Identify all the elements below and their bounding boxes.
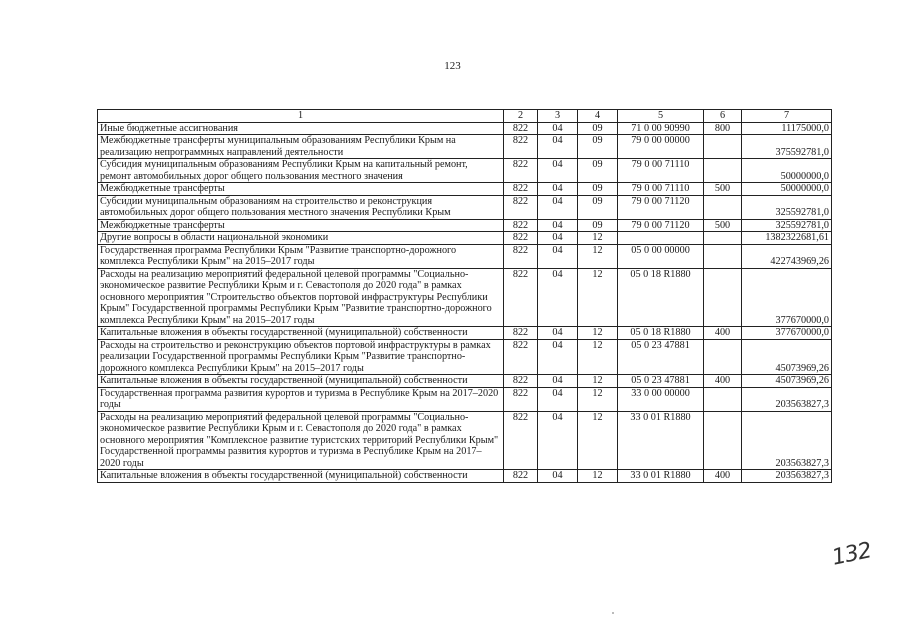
row-amount: 375592781,0: [742, 135, 832, 159]
table-row: [98, 268, 832, 327]
row-subsection: 12: [578, 470, 618, 483]
row-amount: 203563827,3: [742, 411, 832, 470]
row-subsection: 12: [578, 327, 618, 340]
row-subsection: 12: [578, 268, 618, 327]
row-expense-type: 500: [704, 219, 742, 232]
table-row: [98, 219, 832, 232]
row-amount: 11175000,0: [742, 122, 832, 135]
row-amount: 325592781,0: [742, 219, 832, 232]
header-cell: 3: [538, 110, 578, 123]
row-expense-type: 400: [704, 470, 742, 483]
row-admin-code: 822: [504, 183, 538, 196]
table-row: [98, 375, 832, 388]
row-target-article: 79 0 00 71120: [618, 195, 704, 219]
row-expense-type: [704, 232, 742, 245]
row-amount: 45073969,26: [742, 339, 832, 375]
row-section: 04: [538, 219, 578, 232]
row-subsection: 12: [578, 375, 618, 388]
table-row: [98, 244, 832, 268]
row-section: 04: [538, 411, 578, 470]
row-expense-type: [704, 387, 742, 411]
row-target-article: 05 0 23 47881: [618, 339, 704, 375]
row-subsection: 09: [578, 135, 618, 159]
row-expense-type: [704, 195, 742, 219]
header-cell: 7: [742, 110, 832, 123]
row-section: 04: [538, 183, 578, 196]
table-row: [98, 232, 832, 245]
row-amount: 422743969,26: [742, 244, 832, 268]
row-expense-type: [704, 411, 742, 470]
row-section: 04: [538, 159, 578, 183]
header-cell: 1: [98, 110, 504, 123]
row-target-article: 05 0 23 47881: [618, 375, 704, 388]
row-section: 04: [538, 268, 578, 327]
row-subsection: 09: [578, 183, 618, 196]
row-admin-code: 822: [504, 375, 538, 388]
row-target-article: 33 0 00 00000: [618, 387, 704, 411]
table-row: [98, 183, 832, 196]
row-expense-type: [704, 268, 742, 327]
row-name: Субсидии муниципальным образованиям на строительство и реконструкция автомобильных дорог общего пользования местного значения Республики Крым: [98, 195, 504, 219]
row-amount: 203563827,3: [742, 387, 832, 411]
table-row: [98, 195, 832, 219]
budget-table: [97, 109, 832, 483]
row-expense-type: 800: [704, 122, 742, 135]
row-amount: 50000000,0: [742, 183, 832, 196]
row-name: Капитальные вложения в объекты государственной (муниципальной) собственности: [98, 327, 504, 340]
row-section: 04: [538, 387, 578, 411]
row-admin-code: 822: [504, 232, 538, 245]
handwritten-page-mark: 132: [829, 538, 874, 571]
row-section: 04: [538, 470, 578, 483]
row-subsection: 12: [578, 387, 618, 411]
row-name: Государственная программа Республики Крым "Развитие транспортно-дорожного комплекса Республики Крым" на 2015–2017 годы: [98, 244, 504, 268]
row-expense-type: 400: [704, 375, 742, 388]
row-admin-code: 822: [504, 195, 538, 219]
row-admin-code: 822: [504, 135, 538, 159]
row-admin-code: 822: [504, 387, 538, 411]
row-name: Расходы на строительство и реконструкцию объектов портовой инфраструктуры в рамках реализации Государственной программы Республики Крым "Развитие транспортно-дорожного комплекса Республики Крым" на 2015–2017 годы: [98, 339, 504, 375]
row-amount: 203563827,3: [742, 470, 832, 483]
header-cell: 6: [704, 110, 742, 123]
row-expense-type: 400: [704, 327, 742, 340]
row-name: Расходы на реализацию мероприятий федеральной целевой программы "Социально-экономическое развитие Республики Крым и г. Севастополя до 2020 года" в рамках основного мероприятия "Комплексное развитие туристских территорий Республики Крым" Государственной программы развития курортов и туризма в Республике Крым на 2017–2020 годы: [98, 411, 504, 470]
row-name: Межбюджетные трансферты: [98, 219, 504, 232]
row-name: Межбюджетные трансферты муниципальным образованиям Республики Крым на реализацию непрограммных направлений деятельности: [98, 135, 504, 159]
row-target-article: 05 0 18 R1880: [618, 268, 704, 327]
row-section: 04: [538, 122, 578, 135]
table-row: [98, 339, 832, 375]
table-row: [98, 387, 832, 411]
row-admin-code: 822: [504, 219, 538, 232]
row-target-article: 05 0 00 00000: [618, 244, 704, 268]
row-amount: 45073969,26: [742, 375, 832, 388]
row-target-article: 79 0 00 71110: [618, 159, 704, 183]
row-amount: 377670000,0: [742, 268, 832, 327]
row-subsection: 12: [578, 339, 618, 375]
row-admin-code: 822: [504, 470, 538, 483]
row-name: Расходы на реализацию мероприятий федеральной целевой программы "Социально-экономическое развитие Республики Крым и г. Севастополя до 2020 года" в рамках основного мероприятия "Строительство объектов портовой инфраструктуры Республики Крым" Государственной программы Республики Крым "Развитие транспортно-дорожного комплекса Республики Крым" на 2015–2017 годы: [98, 268, 504, 327]
header-cell: 4: [578, 110, 618, 123]
row-subsection: 09: [578, 219, 618, 232]
row-target-article: 71 0 00 90990: [618, 122, 704, 135]
row-section: 04: [538, 135, 578, 159]
table-row: [98, 411, 832, 470]
row-amount: 50000000,0: [742, 159, 832, 183]
row-subsection: 12: [578, 244, 618, 268]
row-subsection: 09: [578, 159, 618, 183]
header-cell: 5: [618, 110, 704, 123]
row-name: Другие вопросы в области национальной экономики: [98, 232, 504, 245]
row-amount: 1382322681,61: [742, 232, 832, 245]
row-admin-code: 822: [504, 159, 538, 183]
row-name: Иные бюджетные ассигнования: [98, 122, 504, 135]
row-admin-code: 822: [504, 268, 538, 327]
table-row: [98, 122, 832, 135]
scan-speck: [612, 612, 614, 614]
row-amount: 377670000,0: [742, 327, 832, 340]
row-admin-code: 822: [504, 339, 538, 375]
row-name: Государственная программа развития курортов и туризма в Республике Крым на 2017–2020 годы: [98, 387, 504, 411]
row-name: Капитальные вложения в объекты государственной (муниципальной) собственности: [98, 375, 504, 388]
row-admin-code: 822: [504, 327, 538, 340]
row-expense-type: [704, 135, 742, 159]
row-subsection: 09: [578, 195, 618, 219]
table-row: [98, 327, 832, 340]
row-section: 04: [538, 339, 578, 375]
row-expense-type: [704, 244, 742, 268]
row-expense-type: [704, 159, 742, 183]
row-subsection: 12: [578, 411, 618, 470]
row-section: 04: [538, 327, 578, 340]
row-expense-type: 500: [704, 183, 742, 196]
row-target-article: 79 0 00 71110: [618, 183, 704, 196]
row-target-article: [618, 232, 704, 245]
row-subsection: 12: [578, 232, 618, 245]
table-row: [98, 159, 832, 183]
row-admin-code: 822: [504, 122, 538, 135]
row-target-article: 05 0 18 R1880: [618, 327, 704, 340]
row-admin-code: 822: [504, 244, 538, 268]
page-number: 123: [444, 60, 461, 72]
row-amount: 325592781,0: [742, 195, 832, 219]
table-row: [98, 135, 832, 159]
row-section: 04: [538, 244, 578, 268]
row-name: Капитальные вложения в объекты государственной (муниципальной) собственности: [98, 470, 504, 483]
row-name: Межбюджетные трансферты: [98, 183, 504, 196]
row-section: 04: [538, 232, 578, 245]
row-section: 04: [538, 375, 578, 388]
row-admin-code: 822: [504, 411, 538, 470]
row-target-article: 33 0 01 R1880: [618, 470, 704, 483]
row-target-article: 33 0 01 R1880: [618, 411, 704, 470]
row-target-article: 79 0 00 00000: [618, 135, 704, 159]
header-row: [98, 110, 832, 123]
row-expense-type: [704, 339, 742, 375]
row-subsection: 09: [578, 122, 618, 135]
row-section: 04: [538, 195, 578, 219]
header-cell: 2: [504, 110, 538, 123]
row-name: Субсидия муниципальным образованиям Республики Крым на капитальный ремонт, ремонт автомобильных дорог общего пользования местного значения: [98, 159, 504, 183]
row-target-article: 79 0 00 71120: [618, 219, 704, 232]
table-row: [98, 470, 832, 483]
